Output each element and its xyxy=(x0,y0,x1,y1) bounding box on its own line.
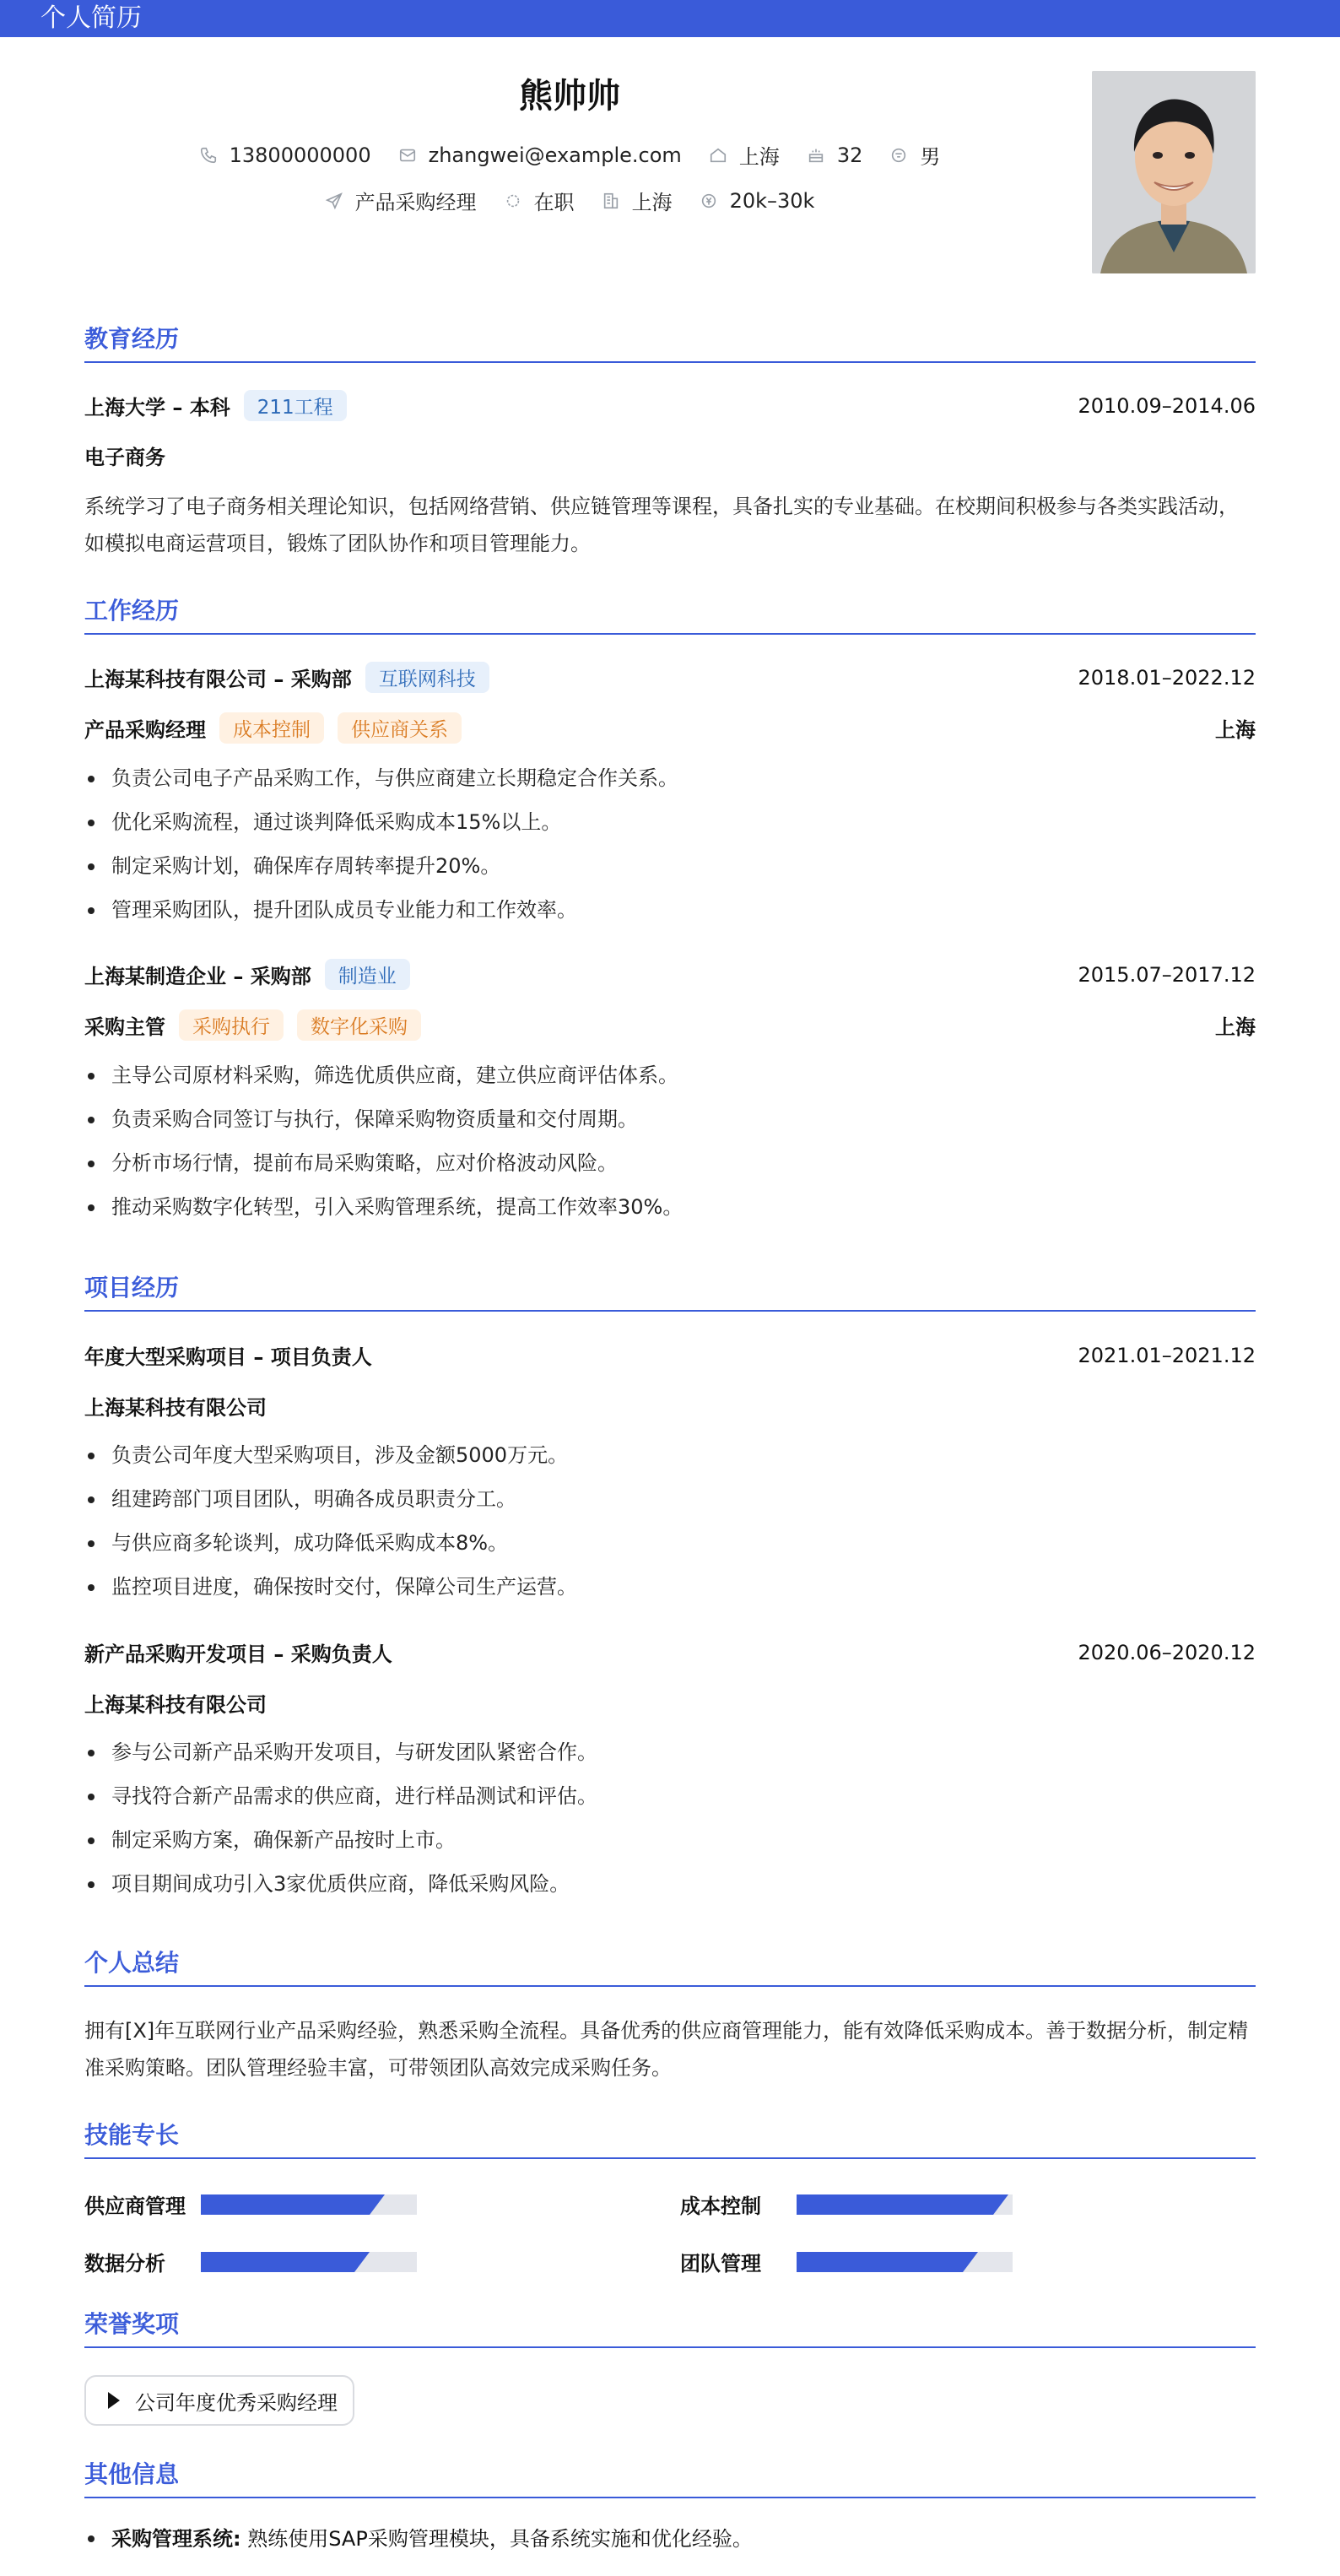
work-city-text: 上海 xyxy=(631,191,673,214)
work-2-date: 2015.07–2017.12 xyxy=(1078,962,1256,987)
skill-label: 数据分析 xyxy=(84,2252,165,2276)
profile-photo xyxy=(1092,71,1256,273)
education-major-row xyxy=(84,441,1256,470)
skill-bar xyxy=(201,2252,417,2272)
project-1-company-row xyxy=(84,1391,1256,1421)
gender-icon xyxy=(889,146,908,165)
skill-bar xyxy=(797,2252,1013,2272)
work-2-city: 上海 xyxy=(1215,1015,1256,1039)
work-1-company: 上海某科技有限公司 – 采购部 xyxy=(84,668,352,691)
award-item-label: 公司年度优秀采购经理 xyxy=(135,2390,338,2415)
email-icon xyxy=(398,146,417,165)
education-desc-line-1: 系统学习了电子商务相关理论知识，包括网络营销、供应链管理等课程，具备扎实的专业基础。在校期间积极参与各类实践活动， xyxy=(84,495,1239,518)
work-1-industry-tag: 互联网科技 xyxy=(365,662,489,693)
project-2-company-row xyxy=(84,1688,1256,1718)
education-desc-line-2: 如模拟电商运营项目，锻炼了团队协作和项目管理能力。 xyxy=(84,532,591,555)
work-2-company: 上海某制造企业 – 采购部 xyxy=(84,965,311,988)
other-info-item xyxy=(84,2524,1283,2554)
project-1-name: 年度大型采购项目 – 项目负责人 xyxy=(84,1345,372,1369)
skill-item xyxy=(84,2189,417,2219)
phone-text: 13800000000 xyxy=(229,143,371,167)
skill-item xyxy=(84,2247,417,2276)
list-item: 推动采购数字化转型，引入采购管理系统，提高工作效率30%。 xyxy=(84,1185,1256,1229)
skill-bar-fill xyxy=(797,2194,1008,2215)
work-1-date: 2018.01–2022.12 xyxy=(1078,665,1256,690)
other-info-text: 熟练使用SAP采购管理模块，具备系统实施和优化经验。 xyxy=(247,2527,753,2551)
email-text: zhangwei@example.com xyxy=(428,143,682,167)
section-title-projects: 项目经历 xyxy=(84,1273,1256,1312)
list-item: 参与公司新产品采购开发项目，与研发团队紧密合作。 xyxy=(84,1730,1256,1774)
money-icon xyxy=(700,192,718,210)
education-date: 2010.09–2014.06 xyxy=(1078,393,1256,418)
major-name: 电子商务 xyxy=(84,446,165,469)
salary-text: 20k–30k xyxy=(729,188,815,213)
section-title-skills: 技能专长 xyxy=(84,2120,1256,2159)
location-item xyxy=(709,140,780,170)
list-item: 分析市场行情，提前布局采购策略，应对价格波动风险。 xyxy=(84,1141,1256,1185)
skill-bar-fill xyxy=(797,2252,978,2272)
phone-icon xyxy=(199,146,218,165)
list-item: 寻找符合新产品需求的供应商，进行样品测试和评估。 xyxy=(84,1774,1256,1818)
list-item: 优化采购流程，通过谈判降低采购成本15%以上。 xyxy=(84,800,1256,844)
gender-item xyxy=(889,140,940,170)
job-intent-row xyxy=(0,186,1139,215)
skill-bar-fill xyxy=(201,2194,385,2215)
position-text: 产品采购经理 xyxy=(354,191,477,214)
skill-item xyxy=(680,2247,1013,2276)
work-1-skill-tag: 成本控制 xyxy=(219,712,324,744)
page-header-title: 个人简历 xyxy=(41,3,142,33)
work-2-title: 采购主管 xyxy=(84,1015,165,1039)
work-1-header xyxy=(84,662,1256,693)
skill-bar-fill xyxy=(201,2252,370,2272)
project-1-bullets xyxy=(84,1433,1256,1609)
skill-bar-notch xyxy=(354,2252,370,2272)
work-2-role-row xyxy=(84,1009,1256,1041)
list-item: 组建跨部门项目团队，明确各成员职责分工。 xyxy=(84,1477,1256,1521)
age-text: 32 xyxy=(836,143,863,167)
skill-bar-notch xyxy=(993,2194,1008,2215)
list-item: 负责公司电子产品采购工作，与供应商建立长期稳定合作关系。 xyxy=(84,756,1256,800)
section-title-summary: 个人总结 xyxy=(84,1948,1256,1987)
project-2-name: 新产品采购开发项目 – 采购负责人 xyxy=(84,1642,392,1666)
skill-bar xyxy=(201,2194,417,2215)
status-icon xyxy=(504,192,522,210)
list-item: 制定采购方案，确保新产品按时上市。 xyxy=(84,1818,1256,1862)
position-item xyxy=(325,186,477,215)
building-icon xyxy=(602,192,620,210)
summary-text xyxy=(84,2012,1256,2086)
work-city-item xyxy=(602,186,673,215)
cake-icon xyxy=(807,146,825,165)
work-2-skill-tag: 数字化采购 xyxy=(297,1009,421,1041)
skill-item xyxy=(680,2189,1013,2219)
project-2-header xyxy=(84,1637,1256,1667)
work-2-skill-tag: 采购执行 xyxy=(179,1009,284,1041)
award-toggle-button[interactable] xyxy=(84,2375,354,2426)
list-item: 项目期间成功引入3家优质供应商，降低采购风险。 xyxy=(84,1862,1256,1906)
list-item: 监控项目进度，确保按时交付，保障公司生产运营。 xyxy=(84,1565,1256,1609)
section-title-other: 其他信息 xyxy=(84,2460,1256,2498)
section-title-awards: 荣誉奖项 xyxy=(84,2309,1256,2348)
status-text: 在职 xyxy=(533,191,575,214)
project-1-header xyxy=(84,1340,1256,1370)
education-header xyxy=(84,390,1256,421)
project-1-company: 上海某科技有限公司 xyxy=(84,1396,267,1420)
phone-item xyxy=(199,140,371,170)
email-item xyxy=(398,140,682,170)
project-2-bullets xyxy=(84,1730,1256,1906)
work-1-skill-tag: 供应商关系 xyxy=(338,712,462,744)
school-name: 上海大学 – 本科 xyxy=(84,396,230,419)
school-tag: 211工程 xyxy=(244,390,347,421)
work-2-bullets xyxy=(84,1053,1256,1229)
work-1-city: 上海 xyxy=(1215,718,1256,742)
work-2-header xyxy=(84,959,1256,990)
location-text: 上海 xyxy=(738,145,780,169)
salary-item xyxy=(700,186,815,215)
summary-line-1: 拥有[X]年互联网行业产品采购经验，熟悉采购全流程。具备优秀的供应商管理能力，能有效降低采购成本。善于数据分析，制定精 xyxy=(84,2019,1249,2043)
skill-label: 团队管理 xyxy=(680,2252,761,2276)
project-2-company: 上海某科技有限公司 xyxy=(84,1693,267,1717)
list-item: 制定采购计划，确保库存周转率提升20%。 xyxy=(84,844,1256,888)
skill-label: 供应商管理 xyxy=(84,2194,186,2218)
section-title-education: 教育经历 xyxy=(84,324,1256,363)
status-item xyxy=(504,186,575,215)
gender-text: 男 xyxy=(920,145,941,169)
list-item: 负责公司年度大型采购项目，涉及金额5000万元。 xyxy=(84,1433,1256,1477)
home-icon xyxy=(709,146,727,165)
skill-bar xyxy=(797,2194,1013,2215)
candidate-name: 熊帅帅 xyxy=(519,77,620,116)
age-item xyxy=(807,140,863,170)
skill-bar-notch xyxy=(370,2194,385,2215)
contact-row xyxy=(0,140,1139,170)
list-item: 管理采购团队，提升团队成员专业能力和工作效率。 xyxy=(84,888,1256,932)
list-item: 与供应商多轮谈判，成功降低采购成本8%。 xyxy=(84,1521,1256,1565)
play-triangle-icon xyxy=(108,2392,120,2409)
list-item: 负责采购合同签订与执行，保障采购物资质量和交付周期。 xyxy=(84,1097,1256,1141)
project-2-date: 2020.06–2020.12 xyxy=(1078,1640,1256,1664)
list-item: 主导公司原材料采购，筛选优质供应商，建立供应商评估体系。 xyxy=(84,1053,1256,1097)
section-title-work: 工作经历 xyxy=(84,596,1256,635)
project-1-date: 2021.01–2021.12 xyxy=(1078,1343,1256,1367)
work-1-bullets xyxy=(84,756,1256,932)
top-bar xyxy=(0,0,1340,37)
skill-bar-notch xyxy=(963,2252,978,2272)
work-1-title: 产品采购经理 xyxy=(84,718,206,742)
education-description xyxy=(84,488,1256,562)
work-2-industry-tag: 制造业 xyxy=(325,959,410,990)
work-1-role-row xyxy=(84,712,1256,744)
skill-label: 成本控制 xyxy=(680,2194,761,2218)
summary-line-2: 准采购策略。团队管理经验丰富，可带领团队高效完成采购任务。 xyxy=(84,2056,672,2080)
send-icon xyxy=(325,192,343,210)
other-info-label: 采购管理系统: xyxy=(111,2527,241,2551)
